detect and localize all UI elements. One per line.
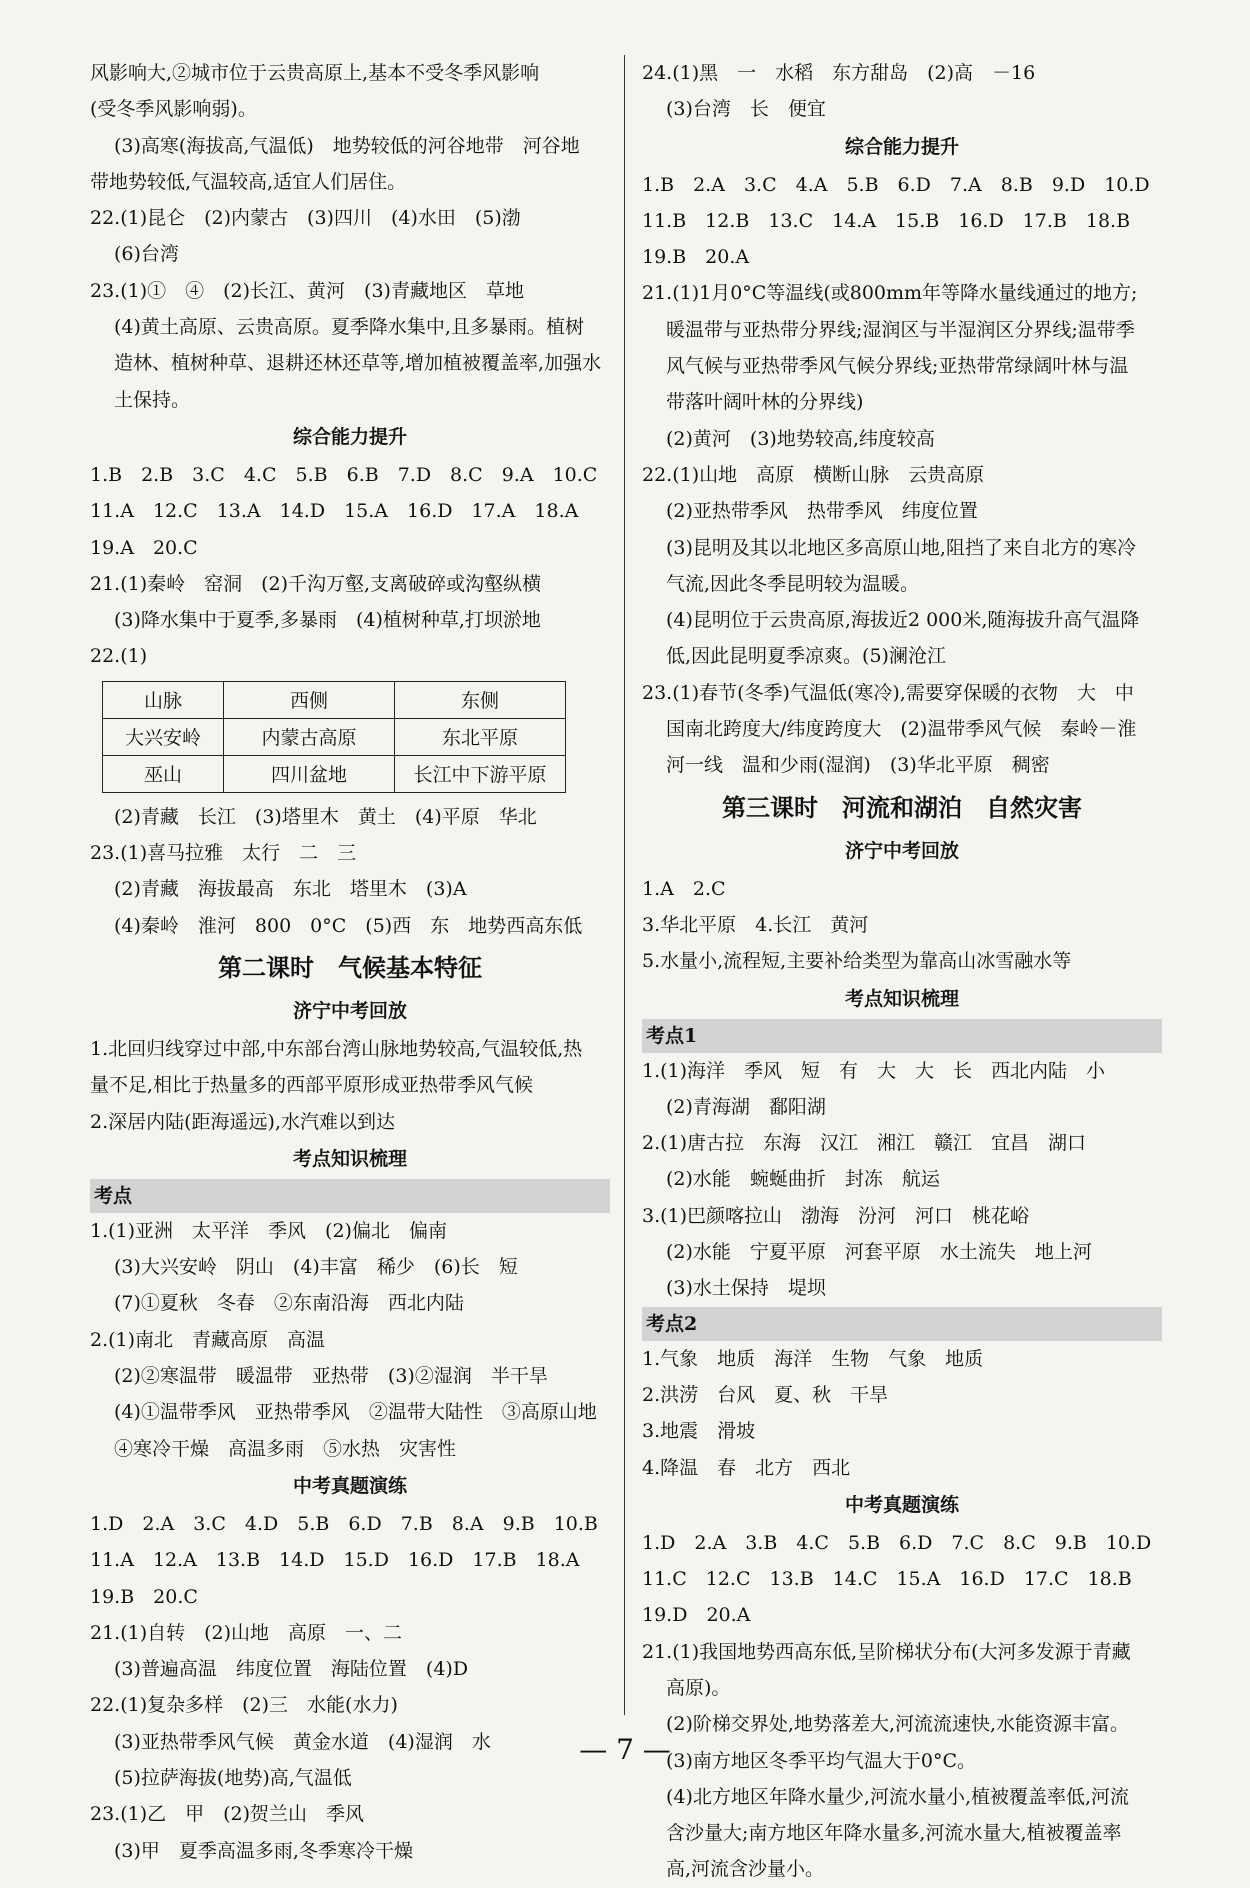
text-line: 22.(1)山地 高原 横断山脉 云贵高原 <box>642 463 985 486</box>
text-line: (4)北方地区年降水量少,河流水量小,植被覆盖率低,河流 <box>666 1785 1130 1808</box>
text-line: 1.(1)亚洲 太平洋 季风 (2)偏北 偏南 <box>90 1219 447 1242</box>
text-line: 2.深居内陆(距海遥远),水汽难以到达 <box>90 1110 395 1133</box>
table-cell: 东侧 <box>395 681 566 718</box>
text-line: 暖温带与亚热带分界线;湿润区与半湿润区分界线;温带季 <box>666 318 1135 341</box>
text-line: 11.A 12.A 13.B 14.D 15.D 16.D 17.B 18.A <box>90 1549 580 1572</box>
text-line: (2)②寒温带 暖温带 亚热带 (3)②湿润 半干旱 <box>114 1365 548 1388</box>
text-line: 土保持。 <box>114 388 191 411</box>
text-line: 21.(1)1月0°C等温线(或800mm年等降水量线通过的地方; <box>642 282 1138 305</box>
text-line: 19.A 20.C <box>90 536 198 559</box>
column-divider <box>624 55 625 1715</box>
text-line: 23.(1)喜马拉雅 太行 二 三 <box>90 842 357 865</box>
section-heading: 综合能力提升 <box>292 425 407 448</box>
text-line: 23.(1)① ④ (2)长江、黄河 (3)青藏地区 草地 <box>90 279 524 302</box>
text-line: 带地势较低,气温较高,适宜人们居住。 <box>90 170 407 193</box>
text-line: 21.(1)自转 (2)山地 高原 一、二 <box>90 1621 403 1644</box>
text-line: (7)①夏秋 冬春 ②东南沿海 西北内陆 <box>114 1292 464 1315</box>
text-line: 22.(1)复杂多样 (2)三 水能(水力) <box>90 1694 398 1717</box>
text-line: 11.C 12.C 13.B 14.C 15.A 16.D 17.C 18.B <box>642 1568 1132 1591</box>
text-line: 1.北回归线穿过中部,中东部台湾山脉地势较高,气温较低,热 <box>90 1037 583 1060</box>
text-line: 3.华北平原 4.长江 黄河 <box>642 913 869 936</box>
section-heading: 考点知识梳理 <box>292 1147 407 1170</box>
text-line: 19.D 20.A <box>642 1604 751 1627</box>
table-cell: 大兴安岭 <box>103 718 224 755</box>
text-line: 1.(1)海洋 季风 短 有 大 大 长 西北内陆 小 <box>642 1059 1106 1082</box>
text-line: (3)甲 夏季高温多雨,冬季寒冷干燥 <box>114 1839 413 1862</box>
table-cell: 内蒙古高原 <box>224 718 395 755</box>
table-row <box>103 681 566 718</box>
text-line: 风影响大,②城市位于云贵高原上,基本不受冬季风影响 <box>90 62 540 84</box>
text-line: 11.B 12.B 13.C 14.A 15.B 16.D 17.B 18.B <box>642 209 1131 232</box>
text-line: (2)水能 宁夏平原 河套平原 水土流失 地上河 <box>666 1241 1092 1264</box>
table-cell: 山脉 <box>103 681 224 718</box>
text-line: 风气候与亚热带季风气候分界线;亚热带常绿阔叶林与温 <box>666 355 1129 378</box>
text-line: (4)昆明位于云贵高原,海拔近2 000米,随海拔升高气温降 <box>666 609 1140 632</box>
text-line: 气流,因此冬季昆明较为温暖。 <box>666 572 920 595</box>
text-line: 河一线 温和少雨(湿润) (3)华北平原 稠密 <box>666 754 1050 777</box>
text-line: 22.(1) <box>90 645 148 668</box>
text-line: ④寒冷干燥 高温多雨 ⑤水热 灾害性 <box>114 1437 457 1460</box>
text-line: (2)青海湖 鄱阳湖 <box>666 1095 826 1118</box>
text-line: (2)水能 蜿蜒曲折 封冻 航运 <box>666 1168 940 1191</box>
text-line: 4.降温 春 北方 西北 <box>642 1456 851 1479</box>
text-line: (2)亚热带季风 热带季风 纬度位置 <box>666 500 978 523</box>
section-heading: 济宁中考回放 <box>292 999 407 1022</box>
text-line: (2)黄河 (3)地势较高,纬度较高 <box>666 427 935 450</box>
text-line: 2.洪涝 台风 夏、秋 干旱 <box>642 1383 889 1406</box>
text-line: 含沙量大;南方地区年降水量多,河流水量大,植被覆盖率 <box>666 1822 1122 1845</box>
text-line: (3)普遍高温 纬度位置 海陆位置 (4)D <box>114 1658 469 1681</box>
text-line: 1.D 2.A 3.B 4.C 5.B 6.D 7.C 8.C 9.B 10.D <box>642 1531 1152 1554</box>
text-line: 24.(1)黑 一 水稻 东方甜岛 (2)高 －16 <box>642 62 1036 84</box>
section-heading: 考点知识梳理 <box>844 987 959 1010</box>
text-line: 造林、植树种草、退耕还林还草等,增加植被覆盖率,加强水 <box>114 352 602 375</box>
text-line: (3)降水集中于夏季,多暴雨 (4)植树种草,打坝淤地 <box>114 609 541 632</box>
table-row <box>103 755 566 792</box>
section-heading: 济宁中考回放 <box>844 839 959 862</box>
text-line: 量不足,相比于热量多的西部平原形成亚热带季风气候 <box>90 1074 534 1097</box>
text-line: (2)青藏 海拔最高 东北 塔里木 (3)A <box>114 878 467 901</box>
text-line: 23.(1)乙 甲 (2)贺兰山 季风 <box>90 1803 365 1826</box>
text-line: 11.A 12.C 13.A 14.D 15.A 16.D 17.A 18.A <box>90 500 579 523</box>
text-line: 低,因此昆明夏季凉爽。(5)澜沧江 <box>666 645 946 668</box>
lesson-title: 第三课时 河流和湖泊 自然灾害 <box>722 792 1082 822</box>
answer-table <box>102 681 566 793</box>
text-line: 5.水量小,流程短,主要补给类型为靠高山冰雪融水等 <box>642 950 1072 973</box>
text-line: 高,河流含沙量小。 <box>666 1858 825 1881</box>
topic-tag: 考点 <box>90 1179 610 1213</box>
table-row <box>103 718 566 755</box>
section-heading: 综合能力提升 <box>844 135 959 158</box>
text-line: 21.(1)秦岭 窑洞 (2)千沟万壑,支离破碎或沟壑纵横 <box>90 572 542 595</box>
right-column <box>642 55 1162 1888</box>
left-column <box>90 55 610 1869</box>
text-line: (4)①温带季风 亚热带季风 ②温带大陆性 ③高原山地 <box>114 1401 597 1424</box>
text-line: 19.B 20.C <box>90 1585 198 1608</box>
section-heading: 中考真题演练 <box>844 1493 959 1516</box>
text-line: 1.A 2.C <box>642 877 726 900</box>
text-line: (4)秦岭 淮河 800 0°C (5)西 东 地势西高东低 <box>114 914 583 937</box>
page-number: — 7 — <box>579 1733 671 1766</box>
text-line: 2.(1)南北 青藏高原 高温 <box>90 1328 326 1351</box>
text-line: (3)高寒(海拔高,气温低) 地势较低的河谷地带 河谷地 <box>114 134 580 157</box>
text-line: (3)台湾 长 便宜 <box>666 98 826 121</box>
text-line: 3.(1)巴颜喀拉山 渤海 汾河 河口 桃花峪 <box>642 1204 1030 1227</box>
text-line: (3)大兴安岭 阴山 (4)丰富 稀少 (6)长 短 <box>114 1256 518 1279</box>
text-line: (2)阶梯交界处,地势落差大,河流流速快,水能资源丰富。 <box>666 1713 1130 1736</box>
text-line: 23.(1)春节(冬季)气温低(寒冷),需要穿保暖的衣物 大 中 <box>642 681 1134 704</box>
lesson-title: 第二课时 气候基本特征 <box>218 952 482 982</box>
text-line: 1.B 2.B 3.C 4.C 5.B 6.B 7.D 8.C 9.A 10.C <box>90 463 598 486</box>
text-line: 19.B 20.A <box>642 246 750 269</box>
text-line: 22.(1)昆仑 (2)内蒙古 (3)四川 (4)水田 (5)渤 <box>90 207 521 230</box>
text-line: 1.气象 地质 海洋 生物 气象 地质 <box>642 1347 984 1370</box>
text-line: (3)南方地区冬季平均气温大于0°C。 <box>666 1749 977 1772</box>
table-cell: 巫山 <box>103 755 224 792</box>
text-line: (3)亚热带季风气候 黄金水道 (4)湿润 水 <box>114 1730 491 1753</box>
table-cell: 四川盆地 <box>224 755 395 792</box>
text-line: 3.地震 滑坡 <box>642 1420 756 1443</box>
table-cell: 西侧 <box>224 681 395 718</box>
topic-tag: 考点2 <box>642 1307 1162 1341</box>
text-line: 带落叶阔叶林的分界线) <box>666 391 864 414</box>
text-line: 国南北跨度大/纬度跨度大 (2)温带季风气候 秦岭－淮 <box>666 718 1137 741</box>
text-line: 1.D 2.A 3.C 4.D 5.B 6.D 7.B 8.A 9.B 10.B <box>90 1512 598 1535</box>
text-line: 2.(1)唐古拉 东海 汉江 湘江 赣江 宜昌 湖口 <box>642 1132 1087 1155</box>
text-line: 21.(1)我国地势西高东低,呈阶梯状分布(大河多发源于青藏 <box>642 1640 1131 1663</box>
text-line: (5)拉萨海拔(地势)高,气温低 <box>114 1766 352 1789</box>
topic-tag: 考点1 <box>642 1019 1162 1053</box>
text-line: 高原)。 <box>666 1676 731 1699</box>
table-cell: 东北平原 <box>395 718 566 755</box>
text-line: (6)台湾 <box>114 243 179 266</box>
text-line: (4)黄土高原、云贵高原。夏季降水集中,且多暴雨。植树 <box>114 316 584 339</box>
text-line: (受冬季风影响弱)。 <box>90 98 257 121</box>
text-line: (3)水土保持 堤坝 <box>666 1277 826 1300</box>
text-line: (2)青藏 长江 (3)塔里木 黄土 (4)平原 华北 <box>114 805 537 828</box>
section-heading: 中考真题演练 <box>292 1474 407 1497</box>
table-cell: 长江中下游平原 <box>395 755 566 792</box>
text-line: (3)昆明及其以北地区多高原山地,阻挡了来自北方的寒冷 <box>666 536 1136 559</box>
text-line: 1.B 2.A 3.C 4.A 5.B 6.D 7.A 8.B 9.D 10.D <box>642 173 1150 196</box>
